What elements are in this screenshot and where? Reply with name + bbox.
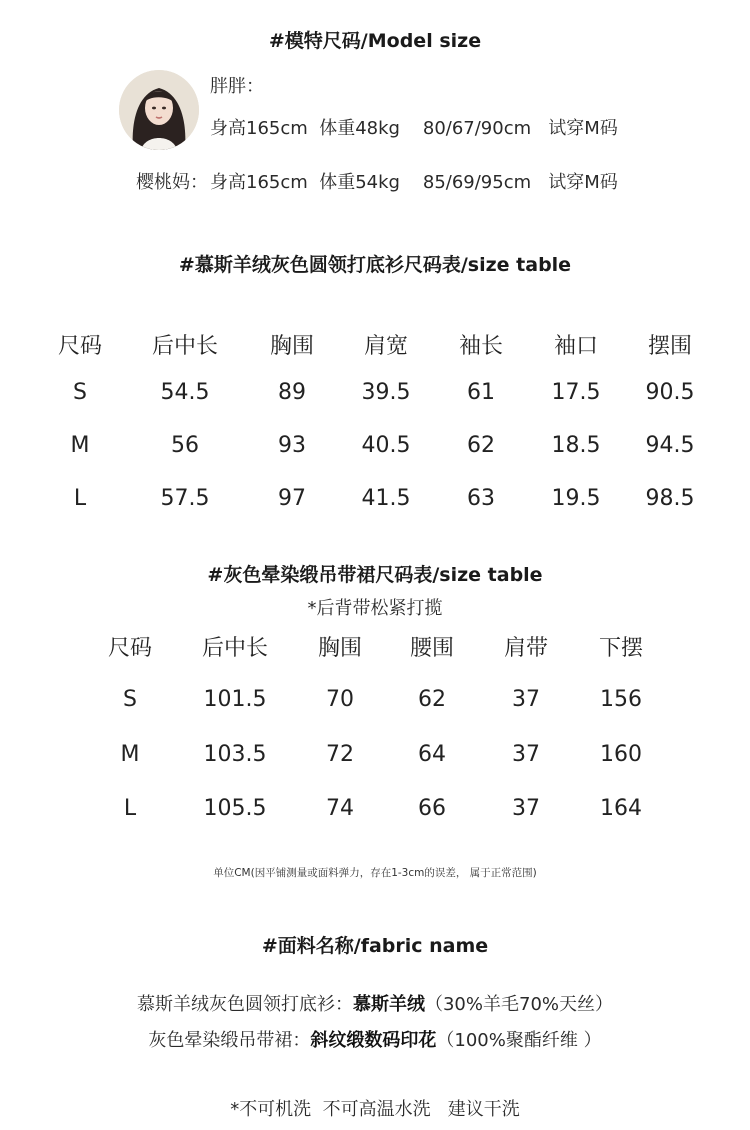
table2-cell: 37 <box>512 742 540 767</box>
table1-cell: 57.5 <box>160 486 210 511</box>
table1-cell: 19.5 <box>551 486 601 511</box>
table2-cell: L <box>123 796 137 821</box>
table2-subtitle: *后背带松紧打揽 <box>307 598 443 619</box>
table1-cell: S <box>73 380 87 405</box>
fabric-line-1 <box>0 990 750 1016</box>
table2-cell: 72 <box>326 742 354 767</box>
table1-cell: 98.5 <box>645 486 695 511</box>
table1-cell: 62 <box>467 433 495 458</box>
table1-cell: 93 <box>278 433 306 458</box>
table2-cell: M <box>120 742 140 767</box>
table2-cell: 66 <box>418 796 446 821</box>
model-avatar-image <box>119 70 199 150</box>
table2-cell: 37 <box>512 687 540 712</box>
table1-header: 摆围 <box>647 334 693 359</box>
table1-header: 肩宽 <box>363 334 409 359</box>
model-avatar <box>119 70 199 150</box>
table1-header: 袖口 <box>553 334 599 359</box>
table1-cell: 17.5 <box>551 380 601 405</box>
fabric-line-2-label: 灰色晕染缎吊带裙： <box>148 1030 311 1051</box>
care-instructions: *不可机洗 不可高温水洗 建议干洗 <box>230 1099 520 1120</box>
table1-cell: 97 <box>278 486 306 511</box>
model1-name: 胖胖： <box>210 76 264 97</box>
table1-header: 袖长 <box>458 334 504 359</box>
fabric-line-2-detail: （100%聚酯纤维 ） <box>436 1030 602 1051</box>
fabric-line-2 <box>0 1026 750 1052</box>
fabric-line-1-detail: （30%羊毛70%天丝） <box>424 994 613 1015</box>
model2-name: 樱桃妈： <box>136 172 208 193</box>
fabric-line-1-label: 慕斯羊绒灰色圆领打底衫： <box>136 994 353 1015</box>
table2-cell: 70 <box>326 687 354 712</box>
table2-header: 后中长 <box>201 636 269 661</box>
table1-cell: M <box>70 433 90 458</box>
table1-cell: 39.5 <box>361 380 411 405</box>
model1-stats: 身高165cm 体重48kg 80/67/90cm 试穿M码 <box>210 118 618 139</box>
table2-header: 下摆 <box>598 636 644 661</box>
table2-cell: 105.5 <box>203 796 267 821</box>
table2-cell: 74 <box>326 796 354 821</box>
table2-cell: 164 <box>600 796 642 821</box>
table1-cell: 54.5 <box>160 380 210 405</box>
table2-cell: S <box>123 687 137 712</box>
table2-cell: 103.5 <box>203 742 267 767</box>
table2-header: 腰围 <box>409 636 455 661</box>
unit-note: 单位CM(因平铺测量或面料弹力，存在1-3cm的误差， 属于正常范围) <box>213 867 537 879</box>
table2-cell: 156 <box>600 687 642 712</box>
table1-cell: 18.5 <box>551 433 601 458</box>
table2-cell: 64 <box>418 742 446 767</box>
table1-cell: 63 <box>467 486 495 511</box>
table1-cell: 94.5 <box>645 433 695 458</box>
fabric-line-1-material: 慕斯羊绒 <box>352 994 425 1015</box>
table1-cell: 56 <box>171 433 199 458</box>
model2-stats: 身高165cm 体重54kg 85/69/95cm 试穿M码 <box>210 172 618 193</box>
table1-cell: 89 <box>278 380 306 405</box>
table2-cell: 37 <box>512 796 540 821</box>
table2-cell: 160 <box>600 742 642 767</box>
table1-cell: 90.5 <box>645 380 695 405</box>
table2-header: 肩带 <box>503 636 549 661</box>
table1-cell: 41.5 <box>361 486 411 511</box>
table1-cell: 40.5 <box>361 433 411 458</box>
table2-cell: 101.5 <box>203 687 267 712</box>
table1-cell: L <box>73 486 87 511</box>
table2-cell: 62 <box>418 687 446 712</box>
table2-header: 尺码 <box>107 636 153 661</box>
fabric-title: #面料名称/fabric name <box>261 935 489 957</box>
table1-cell: 61 <box>467 380 495 405</box>
table2-title: #灰色晕染缎吊带裙尺码表/size table <box>207 564 543 586</box>
fabric-line-2-material: 斜纹缎数码印花 <box>310 1030 437 1051</box>
table1-header: 胸围 <box>269 334 315 359</box>
table1-header: 尺码 <box>57 334 103 359</box>
table2-header: 胸围 <box>317 636 363 661</box>
table1-title: #慕斯羊绒灰色圆领打底衫尺码表/size table <box>178 254 572 276</box>
model-size-title: #模特尺码/Model size <box>268 30 482 52</box>
table1-header: 后中长 <box>151 334 219 359</box>
